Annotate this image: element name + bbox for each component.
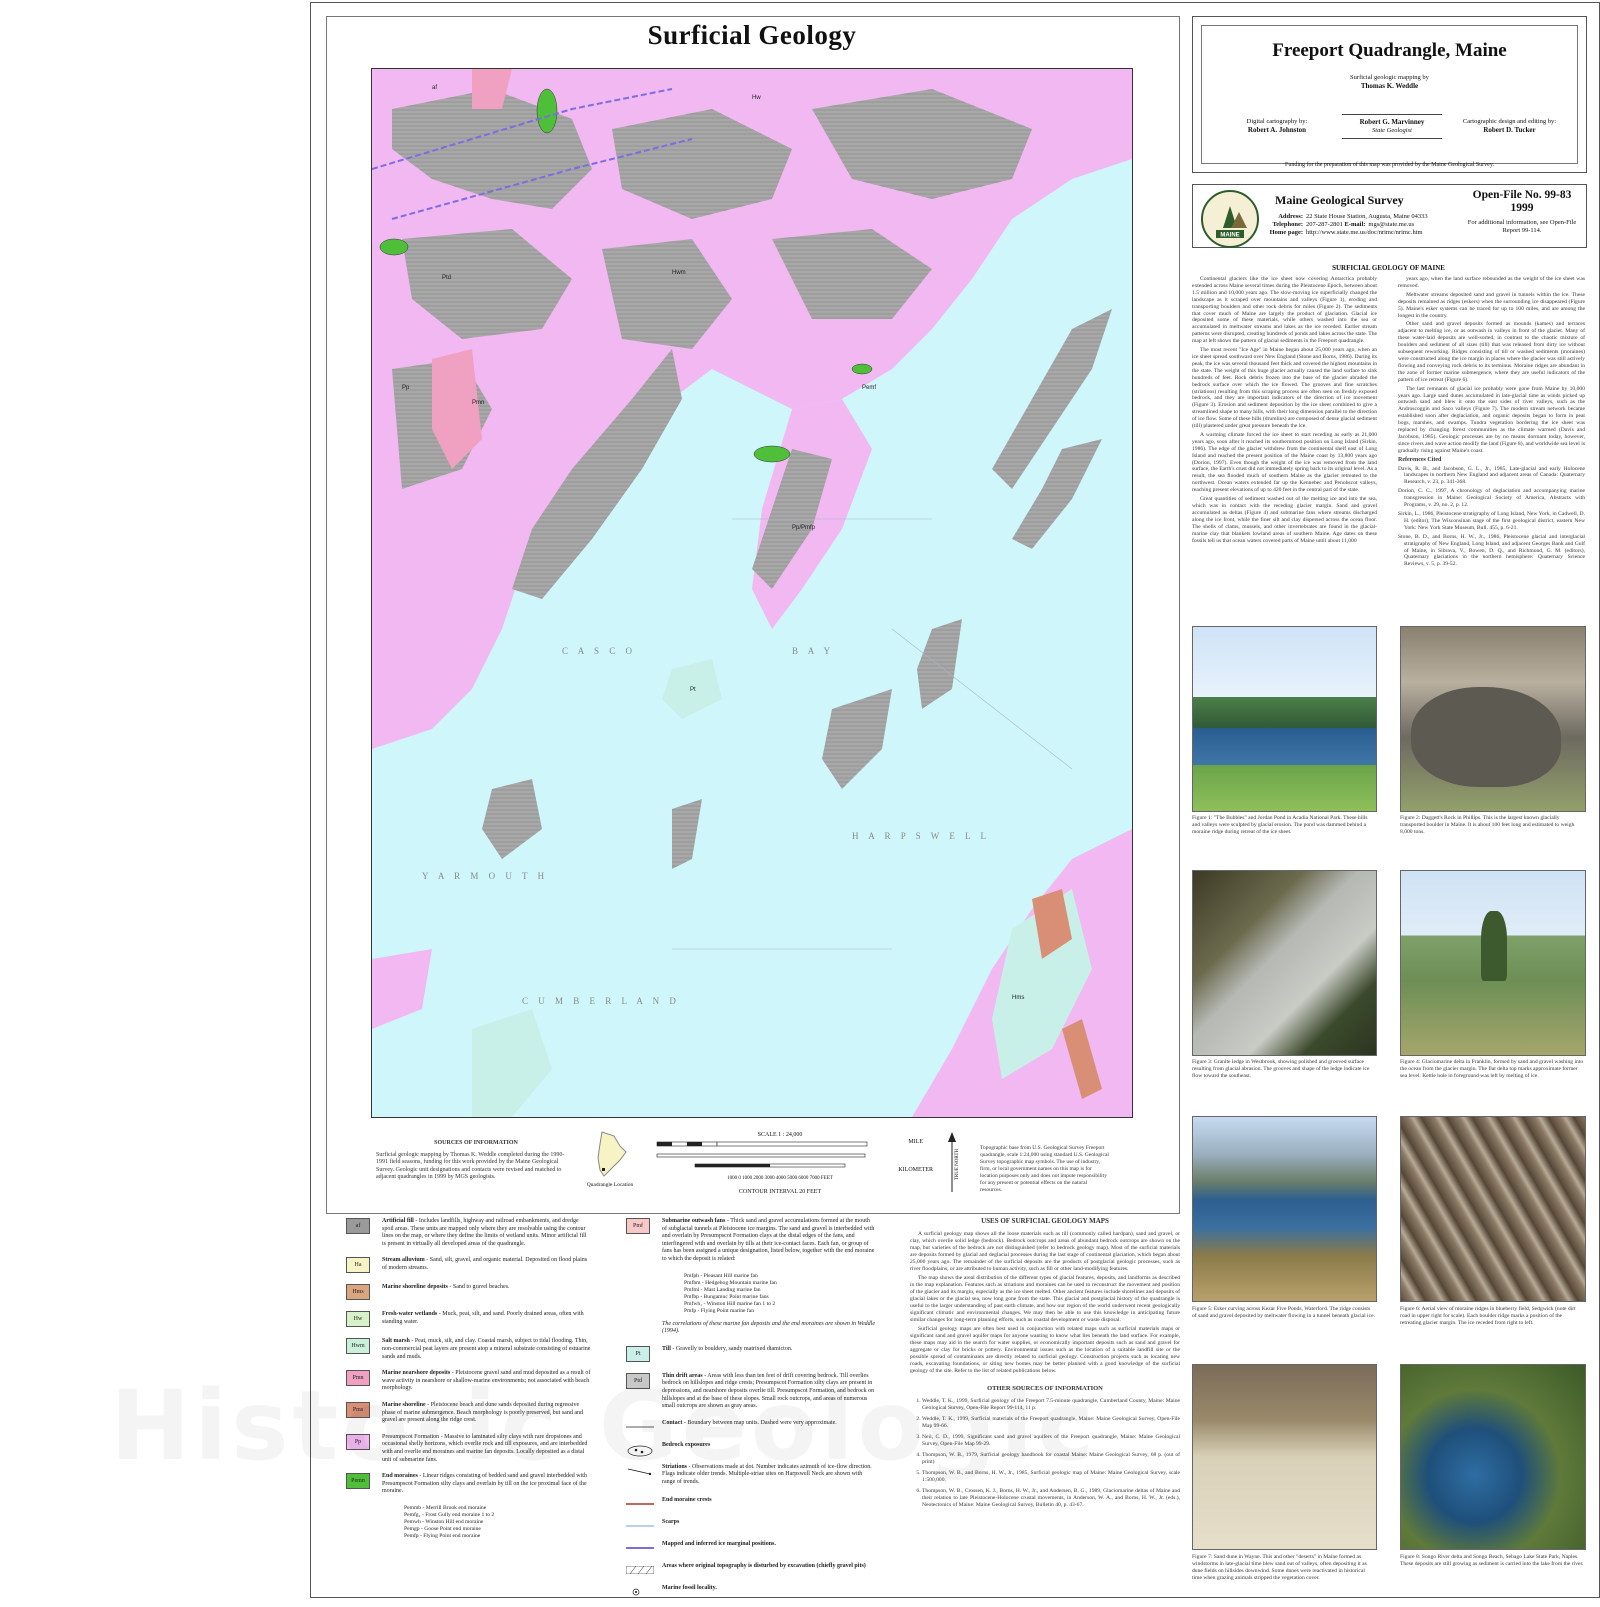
- symbol-bedrock: Bedrock exposures: [626, 1442, 876, 1454]
- legend-item-ha: Ha Stream alluvium - Sand, silt, gravel, and organic material. Deposited on flood plains of modern streams.: [346, 1257, 591, 1275]
- symbol-scarps: Scarps: [626, 1519, 876, 1531]
- legend-item-hwm: Hwm Salt marsh - Peat, muck, silt, and clay. Coastal marsh, subject to tidal flooding. Thin, non-commercial peat layers are present atop a mineral substrate consisting of estuarine sands and muds.: [346, 1338, 591, 1361]
- seal-text: MAINE: [1220, 232, 1240, 239]
- geologic-map-svg: [372, 69, 1132, 1117]
- moraine-crest-line-icon: [626, 1500, 654, 1508]
- scale-km-label: KILOMETER: [898, 1167, 933, 1173]
- fossil-locality-icon: [626, 1588, 654, 1596]
- figure-5-caption: Figure 5: Esker curving across Kezar Five Ponds, Waterford. The ridge consists of sand and gravel deposited by meltwater flowing in a tunnel beneath glacial ice.: [1192, 1306, 1375, 1319]
- uses-heading: USES OF SURFICIAL GEOLOGY MAPS: [981, 1217, 1109, 1225]
- mgs-home-page-link[interactable]: http://www.state.me.us/doc/nrimc/nrimc.htm: [1306, 229, 1423, 236]
- location-caption: Quadrangle Location: [586, 1182, 634, 1188]
- figure-2-caption: Figure 2: Daggett's Rock in Phillips. This is the largest known glacially transported boulder in Maine. It is about 100 feet long and estimated to weigh 8,000 tons.: [1400, 815, 1575, 835]
- pine-tree-icon: [1203, 192, 1257, 246]
- sources-of-information: [376, 1140, 576, 1182]
- fan-note: The correlations of these marine fan deposits and the end moraines are shown in Weddle (1994).: [662, 1320, 875, 1335]
- figure-3-caption: Figure 3: Granite ledge in Westbrook, showing polished and grooved surface resulting from glacial abrasion. The grooves and shape of the ledge indicate ice flow toward the southeast.: [1192, 1059, 1370, 1079]
- funding-note: Funding for the preparation of this map was provided by the Maine Geological Survey.: [1285, 162, 1494, 168]
- mgs-name: Maine Geological Survey: [1275, 193, 1404, 207]
- end-moraine-2: [380, 239, 408, 255]
- figure-6-photo: [1400, 1116, 1586, 1302]
- end-moraine-3: [754, 446, 790, 462]
- unit-label-af: af: [432, 85, 438, 91]
- maine-geological-survey-block: [1192, 184, 1587, 248]
- unit-label-pmn: Pmn: [472, 400, 485, 406]
- legend-item-af: af Artificial fill - Includes landfills, highway and railroad embankments, and dredge spoil areas. These units are mapped only where they are resolvable using the contour lines on the map, or where they define the limits of wetland units. Minor artificial fill is present in virtually all developed areas of the quadrangle.: [346, 1218, 591, 1248]
- figure-2-photo: [1400, 626, 1586, 812]
- figure-1-photo: [1192, 626, 1377, 812]
- unit-label-hms: Hms: [1012, 995, 1025, 1001]
- legend-item-pmf: Pmf Submarine outwash fans - Thick sand and gravel accumulations formed at the mouth of subglacial tunnels at Pleistocene ice margins. The sand and gravel is interbedded with and overlain by Presumpscot Formation clays at the distal edges of the fans, and interfingered with and overlain by tills at their ice-contact faces. Each fan, or group of fans has been assigned a unique designation, listed below, together with the end moraine to which the deposit is related:: [626, 1218, 876, 1264]
- unit-label-pp: Pp: [402, 385, 410, 391]
- mapper-credit: Surficial geologic mapping by Thomas K. Weddle: [1350, 74, 1429, 90]
- figure-8-caption: Figure 8: Songo River delta and Songo Beach, Sebago Lake State Park, Naples. These deposits are still growing as sediment is carried into the lake from the river.: [1400, 1554, 1584, 1567]
- watermark: [110, 1370, 1098, 1482]
- figure-7-photo: [1192, 1364, 1377, 1550]
- unit-label-pp-pmfp: Pp/Pmfp: [792, 525, 816, 531]
- unit-label-ptd: Ptd: [442, 275, 452, 281]
- legend-item-pemn: Pemn End moraines - Linear ridges consisting of bedded sand and gravel interbedded with Presumpscot Formation silty clays and overlain by till on the ice proximal face of the moraine.: [346, 1473, 591, 1496]
- unit-label-hw: Hw: [752, 95, 761, 101]
- place-label-yarmouth: Y A R M O U T H: [422, 871, 549, 881]
- figure-3-photo: [1192, 870, 1377, 1056]
- figure-1-caption: Figure 1: "The Bubbles" and Jordan Pond in Acadia National Park. These hills and valleys were sculpted by glacial erosion. The pond was dammed behind a moraine ridge during retreat of the ice sheet.: [1192, 815, 1368, 835]
- unit-label-hwm: Hwm: [672, 270, 686, 276]
- legend-item-ptd: Ptd Thin drift areas - Areas with less than ten feet of drift covering bedrock. Till overlies bedrock on hillslopes and ridge crests; Presumpscot Formation silty clays are present in depressions, and nearshore deposits overlie till. Presumpscot Formation, and bedrock on hillslopes and at the base of these slopes. Small rock outcrops, and areas of numerous small outcrops are shown as gray areas.: [626, 1373, 876, 1411]
- scale-bar: [655, 1132, 933, 1195]
- place-label-bay: B A Y: [792, 646, 835, 656]
- quadrangle-location-map: [580, 1130, 640, 1188]
- unit-label-pt: Pt: [690, 687, 696, 693]
- symbol-moraine-crests: End moraine crests: [626, 1497, 876, 1509]
- excavation-hatch-icon: [626, 1566, 654, 1574]
- dept-conservation-seal: [1201, 190, 1259, 248]
- place-label-cumberland: C U M B E R L A N D: [522, 996, 680, 1006]
- scale-mile-label: MILE: [908, 1139, 923, 1145]
- figure-5-photo: [1192, 1116, 1377, 1302]
- scale-ratio: SCALE 1 : 24,000: [757, 1132, 803, 1138]
- figure-6-caption: Figure 6: Aerial view of moraine ridges in blueberry field, Sedgwick (note dirt road in upper right for scale). Each boulder ridge marks a position of the retreating glacier margin. The ice receded from right to left.: [1400, 1306, 1576, 1326]
- legend-item-pt: Pt Till - Gravelly to bouldery, sandy matrixed diamicton.: [626, 1346, 876, 1364]
- mgs-contact: Address: 22 State House Station, Augusta, Maine 04333 Telephone: 207-287-2801 E-mail: mgs@state.me.us Home page: http://www.state.me.us/doc/nrimc/nrimc.htm: [1269, 213, 1428, 236]
- north-arrow-icon: [945, 1132, 959, 1192]
- other-sources-heading: OTHER SOURCES OF INFORMATION: [987, 1385, 1103, 1392]
- sources-heading: SOURCES OF INFORMATION: [434, 1140, 518, 1146]
- uses-section: USES OF SURFICIAL GEOLOGY MAPS A surficial geology map shows all the loose materials such as till (commonly called hardpan), sand and gravel, or clay, which overlie solid ledge (bedrock). Bedrock outcrops and areas of abundant bedrock outcrops are shown on the map, but varieties of the bedrock are not distinguished (refer to bedrock geology map). Most of the surficial materials are deposits formed by glacial and deglacial processes during the last stage of continental glaciation, which began about 25,000 years ago. The remainder of the surficial deposits are the products of postglacial geologic processes, such as river floodplains, or are attributed to human activity, such as fill or other land-modifying features. The map shows the areal distribution of the different types of glacial features, deposits, and landforms as described in the map explanation. Features such as striations and moraines can be used to reconstruct the movement and position of the glacier and its margin, especially as the ice sheet melted. Other ancient features include shorelines and deposits of glacial lakes or the glacial sea, now long gone from the state. This glacial and postglacial history of the quadrangle is useful to the larger understanding of past earth climate, and how our region of the world underwent recent geologically significant climatic and environmental changes. We may then be able to use this knowledge in anticipating future similar changes for long-term planning efforts, such as coastal development or waste disposal. Surficial geology maps are often best used in conjunction with related maps such as surficial materials maps or significant sand and gravel aquifer maps for anyone wanting to know what lies beneath the land surface. For example, these maps may aid in the search for water supplies, or economically important deposits such as sand and gravel for aggregate or clay for bricks or pottery. Environmental issues such as the location of a suitable landfill site or the possible spread of contaminants are directly related to surficial geology. Construction projects such as locating new roads, excavating foundations, or siting new homes may be better planned with a good knowledge of the surficial geology of the site. Refer to the list of related publications below. OTHER SOURCES OF INFORMATION 1. Weddle, T. K., 1999, Surficial geology of the Freeport 7.5-minute quadrangle, Cumberland County, Maine: Maine Geological Survey, Open-File Report 99-114, 11 p. 2. Weddle, T. K., 1999, Surficial materials of the Freeport quadrangle, Maine: Maine Geological Survey, Open-File Map 99-66. 3. Neil, C. D., 1999, Significant sand and gravel aquifers of the Freeport quadrangle, Maine: Maine Geological Survey, Open-File Map 99-29. 4. Thompson, W. B., 1979, Surficial geology handbook for coastal Maine: Maine Geological Survey, 68 p. (out of print) 5. Thompson, W. B., and Borns, H. W., Jr., 1985, Surficial geologic map of Maine: Maine Geological Survey, scale 1:500,000. 6. Thompson, W. B., Crossen, K. J., Borns, H. W., Jr., and Andersen, B. G., 1989, Glaciomarine deltas of Maine and their relation to late Pleistocene-Holocene crustal movements, in Anderson, W. A., and Borns, H. W., Jr. (eds.), Neotectonics of Maine: Maine Geological Survey, Bulletin 40, p. 43-67.: [910, 1218, 1180, 1513]
- map-title: Surficial Geology: [647, 20, 857, 50]
- end-moraine-4: [852, 364, 872, 374]
- moraine-list: Pemmb - Merrill Brook end moraine Pemfg₁ - Frost Gully end moraine 1 to 2 Pemwh - Winston Hill end moraine Pemgp - Goose Point end moraine Pemfp - Flying Point end moraine: [404, 1504, 495, 1539]
- topographic-base-note: Topographic base from U.S. Geological Survey Freeport quadrangle, scale 1:24,000 using standard U.S. Geological Survey topographic map symbols. The use of industry, firm, or local government names on this map is for location purposes only and does not impute responsibility for any present or potential effects on the natural resources.: [980, 1145, 1109, 1193]
- unit-label-pemf: Pemf: [862, 385, 877, 391]
- figure-8-photo: [1400, 1364, 1586, 1550]
- scarp-line-icon: [626, 1522, 654, 1530]
- maine-outline-icon: [590, 1130, 630, 1180]
- contour-interval: CONTOUR INTERVAL 20 FEET: [738, 1189, 822, 1195]
- scale-feet-label: 1000 0 1000 2000 3000 4000 5000 6000 7000 FEET: [727, 1176, 833, 1181]
- open-file-number: Open-File No. 99-83 1999 For additional information, see Open-File Report 99-114.: [1467, 189, 1577, 234]
- scale-bar-graphic: [655, 1138, 905, 1174]
- essay-column-2: years ago, when the land surface rebounded as the weight of the ice sheet was removed. Meltwater streams deposited sand and gravel in tunnels within the ice. These deposits remained as ridges (eskers) when the surrounding ice disappeared (Figure 5). Maine's esker systems can be traced for up to 100 miles, and are among the longest in the country. Other sand and gravel deposits formed as mounds (kames) and terraces adjacent to melting ice, or as outwash in valleys in front of the glacier. Many of these water-laid deposits are well-sorted, in contrast to the chaotic mixture of boulders and sediment of all sizes (till) that was released from dirty ice without subsequent reworking. Ridges consisting of till or washed sediments (moraines) were constructed along the ice margin in places where the glacier was still actively flowing and conveying rock debris to its terminus. Moraine ridges are abundant in the zone of former marine submergence, where they are useful indicators of the pattern of ice retreat (Figure 6). The last remnants of glacial ice probably were gone from Maine by 10,000 years ago. Large sand dunes accumulated in late-glacial time as winds picked up outwash sand and blew it onto the east sides of river valleys, such as the Androscoggin and Saco valleys (Figure 7). The modern stream network became established soon after deglaciation, and organic deposits began to form in peat bogs, marshes, and swamps. Tundra vegetation bordering the ice sheet was replaced by changing forest communities as the climate warmed (Davis and Jacobson, 1985). Geologic processes are by no means dormant today, however, since rivers and wave action modify the land (Figure 8), and worldwide sea level is gradually rising against Maine's coast. References Cited Davis, R. B., and Jacobson, G. L., Jr., 1985, Late-glacial and early Holocene landscapes in northern New England and adjacent areas of Canada: Quaternary Research, v. 23, p. 341-368. Dorion, C. C., 1997, A chronology of deglaciation and accompanying marine transgression in Maine: Geological Society of America, Abstracts with Programs, v. 29, no. 2, p. 12. Sirkin, L., 1986, Pleistocene stratigraphy of Long Island, New York, in Cadwell, D. H. (editor), The Wisconsinan stage of the first geological district, eastern New York: New York State Museum, Bull. 455, p. 6-21. Stone, B. D., and Borns, H. W., Jr., 1986, Pleistocene glacial and interglacial stratigraphy of New England, Long Island, and adjacent Georges Bank and Gulf of Maine, in Sibrava, V., Bowen, D. Q., and Richmond, G. M. (editors), Quaternary glaciations in the northern hemisphere: Quaternary Science Reviews, v. 5, p. 39-52.: [1398, 276, 1585, 568]
- symbol-fossil: Marine fossil locality.: [626, 1585, 876, 1597]
- figure-4-caption: Figure 4: Glaciomarine delta in Franklin, formed by sand and gravel washing into the ocean from the glacier margin. The flat delta top marks approximate former sea level. Kettle hole in foreground was left by melting of ice.: [1400, 1059, 1584, 1079]
- legend-item-pms: Pms Marine shoreline - Pleistocene beach and dune sands deposited during regressive phase of marine submergence. Beach morphology is poorly preserved, but sand and gravel are present along the ridge crest.: [346, 1402, 591, 1425]
- fan-list: Pmfph - Pleasant Hill marine fan Pmfhm - Hedgehog Mountain marine fan Pmfml - Mast Landing marine fan Pmfbp - Bungamuc Point marine fans Pmfwh₁ - Winston Hill marine fan 1 to 2 Pmfp - Flying Point marine fan: [684, 1272, 777, 1314]
- essay-column-1: Continental glaciers like the ice sheet now covering Antarctica probably extended across Maine several times during the Pleistocene Epoch, between about 1.5 million and 10,000 years ago. The slow-moving ice superficially changed the landscape as it scraped over mountains and valleys (Figure 1), eroding and transporting boulders and other rock debris for miles (Figure 2). The sediments that cover much of Maine are largely the product of glaciation. Glacial ice deposited some of these materials, while others washed into the sea or accumulated in meltwater streams and lakes as the ice receded. Earlier stream patterns were disrupted, creating hundreds of ponds and lakes across the state. The map at left shows the pattern of glacial sediments in the Freeport quadrangle. The most recent "Ice Age" in Maine began about 25,000 years ago, when an ice sheet spread southward over New England (Stone and Borns, 1986). During its peak, the ice was several thousand feet thick and covered the highest mountains in the state. The weight of this huge glacier actually caused the land surface to sink hundreds of feet. Rock debris frozen into the base of the glacier abraded the bedrock surface over which the ice flowed. The grooves and fine scratches (striations) resulting from this scraping process are often seen on freshly exposed bedrock, and they are important indicators of the direction of ice movement (Figure 3). Erosion and sediment deposition by the ice sheet combined to give a streamlined shape to many hills, with their long dimension parallel to the direction of ice flow. Some of these hills (drumlins) are composed of dense glacial sediment (till) plastered under great pressure beneath the ice. A warming climate forced the ice sheet to start receding as early as 21,000 years ago, soon after it reached its southernmost position on Long Island (Sirkin, 1986). The edge of the glacier withdrew from the continental shelf east of Long Island and reached the present position of the Maine coast by 13,800 years ago (Dorion, 1997). Even though the weight of the ice was removed from the land surface, the Earth's crust did not immediately spring back to its original level. As a result, the sea flooded much of southern Maine as the glacier retreated to the northwest. Ocean waters extended far up the Kennebec and Penobscot valleys, reaching present elevations of up to 420 feet in the central part of the state. Great quantities of sediment washed out of the melting ice and into the sea, which was in contact with the receding glacier margin. Sand and gravel accumulated as deltas (Figure 4) and submarine fans where streams discharged along the ice front, while the finer silt and clay dispersed across the ocean floor. The shells of clams, mussels, and other invertebrates are found in the glacial-marine clay that blankets lowland areas of southern Maine. Age dates on these fossils tell us that ocean waters covered parts of Maine until about 11,000: [1192, 276, 1377, 544]
- mgs-email-link[interactable]: mgs@state.me.us: [1368, 221, 1415, 228]
- cartographic-credit: Cartographic design and editing by: Robert D. Tucker: [1462, 118, 1557, 134]
- other-sources-list: 1. Weddle, T. K., 1999, Surficial geology of the Freeport 7.5-minute quadrangle, Cumberland County, Maine: Maine Geological Survey, Open-File Report 99-114, 11 p. 2. Weddle, T. K., 1999, Surficial materials of the Freeport quadrangle, Maine: Maine Geological Survey, Open-File Map 99-66. 3. Neil, C. D., 1999, Significant sand and gravel aquifers of the Freeport quadrangle, Maine: Maine Geological Survey, Open-File Map 99-29. 4. Thompson, W. B., 1979, Surficial geology handbook for coastal Maine: Maine Geological Survey, 68 p. (out of print) 5. Thompson, W. B., and Borns, H. W., Jr., 1985, Surficial geologic map of Maine: Maine Geological Survey, scale 1:500,000. 6. Thompson, W. B., Crossen, K. J., Borns, H. W., Jr., and Andersen, B. G., 1989, Glaciomarine deltas of Maine and their relation to late Pleistocene-Holocene crustal movements, in Anderson, W. A., and Borns, H. W., Jr. (eds.), Neotectonics of Maine: Maine Geological Survey, Bulletin 40, p. 43-67.: [910, 1398, 1180, 1509]
- geologist-credit: Robert G. Marvinney State Geologist: [1342, 114, 1442, 139]
- symbol-ice-margin: Mapped and inferred ice marginal positions.: [626, 1541, 876, 1553]
- sources-text: Surficial geologic mapping by Thomas K. Weddle completed during the 1990-1991 field seasons, funding for this work provided by the Maine Geological Survey. Geologic unit designations and contacts were revised and matched to adjacent quadrangles in 1999 by MGS geologists.: [376, 1151, 565, 1180]
- title-block: [1192, 16, 1587, 173]
- legend-item-hms: Hms Marine shoreline deposits - Sand to gravel beaches.: [346, 1284, 591, 1302]
- figure-7-caption: Figure 7: Sand dune in Wayne. This and other "deserts" in Maine formed as windstorms in late-glacial time blew sand out of valleys, often depositing it as dune fields on hillsides downwind. Some dunes were reactivated in historical time when grazing animals stripped the vegetation cover.: [1192, 1554, 1367, 1581]
- symbol-striations: Striations - Observations made at dot. Number indicates azimuth of ice-flow direction. Flags indicate older trends. Multiple-striae sites on Harpswell Neck are shown with range of trends.: [626, 1464, 876, 1487]
- symbol-contact: Contact - Boundary between map units. Dashed were very approximate.: [626, 1420, 876, 1432]
- symbol-excavation: Areas where original topography is disturbed by excavation (chiefly gravel pits): [626, 1563, 876, 1575]
- digital-credit: Digital cartography by: Robert A. Johnston: [1246, 118, 1308, 134]
- geologic-map[interactable]: [371, 68, 1133, 1118]
- ice-margin-line-icon: [626, 1544, 654, 1552]
- legend-item-hw: Hw Fresh-water wetlands - Muck, peat, silt, and sand. Poorly drained areas, often with standing water.: [346, 1311, 591, 1329]
- legend-item-pmn: Pmn Marine nearshore deposits - Pleistocene gravel sand and mud deposited as a result of wave activity in nearshore or shallow-marine environments; not associated with beach morphology.: [346, 1370, 591, 1393]
- quadrangle-title: Freeport Quadrangle, Maine: [1272, 40, 1507, 61]
- essay-title: SURFICIAL GEOLOGY OF MAINE: [1332, 264, 1445, 272]
- figure-4-photo: [1400, 870, 1586, 1056]
- end-moraine-1: [537, 89, 557, 133]
- true-north-label: TRUE NORTH: [955, 1148, 961, 1181]
- place-label-casco: C A S C O: [562, 646, 637, 656]
- place-label-harpswell: H A R P S W E L L: [852, 831, 991, 841]
- legend-item-pp: Pp Presumpscot Formation - Massive to laminated silty clays with rare dropstones and occasional shelly horizons, which overlie rock and till exposures, and are interbedded with and overlie end moraines and marine fan deposits. Locally deposited as a distal unit of submarine fans.: [346, 1434, 591, 1464]
- references-heading: References Cited: [1398, 456, 1442, 463]
